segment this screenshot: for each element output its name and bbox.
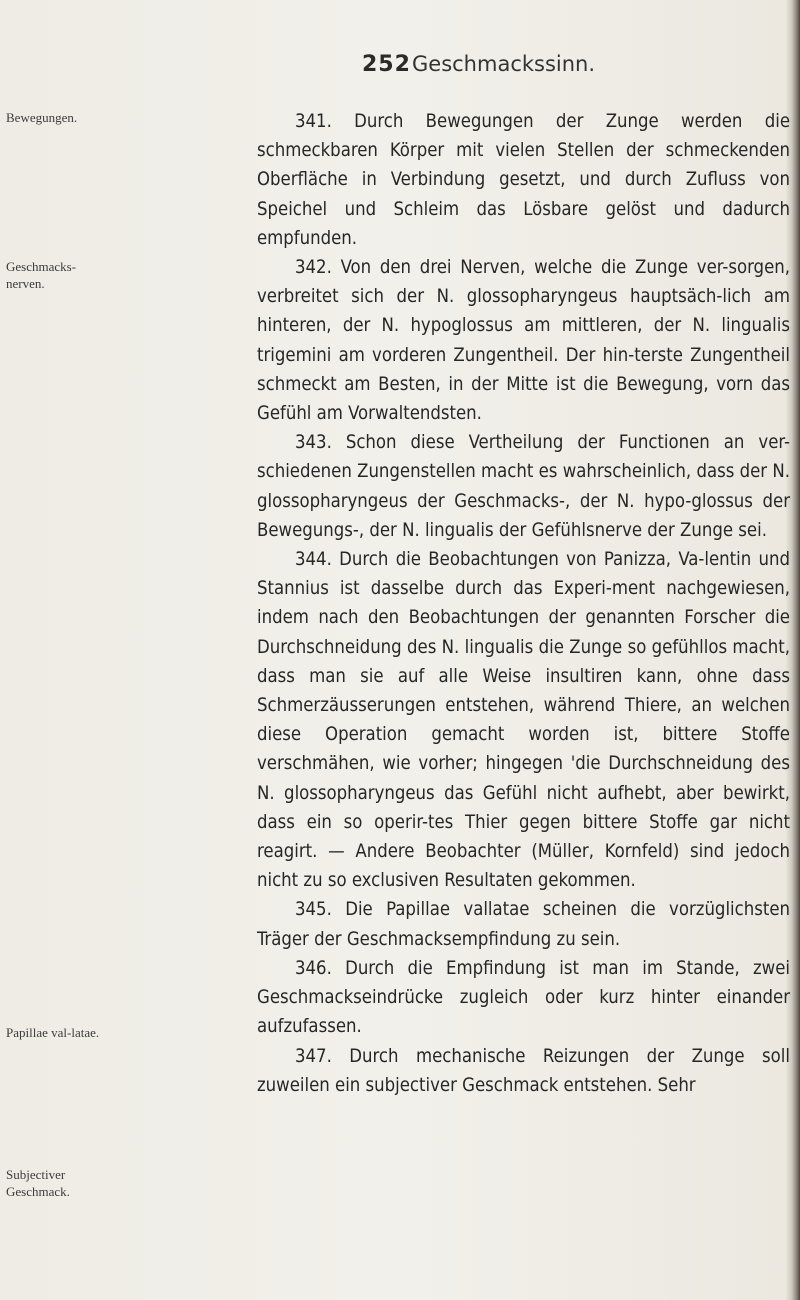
margin-note-bewegungen: Bewegungen. [6, 110, 78, 125]
paragraph-347: 347. Durch mechanische Reizungen der Zunge soll zuweilen ein subjectiver Geschmack entstehen. Sehr [257, 1045, 790, 1096]
paragraph-346: 346. Durch die Empfindung ist man im Stande, zwei Geschmackseindrücke zugleich oder kurz hinter einander aufzufassen. [257, 957, 790, 1038]
page-header [0, 52, 800, 92]
margin-note-papillae: Papillae val-latae. [6, 1025, 100, 1040]
body-text [257, 107, 790, 1100]
running-title: Geschmackssinn. [412, 52, 596, 76]
paragraph-341: 341. Durch Bewegungen der Zunge werden die schmeckbaren Körper mit vielen Stellen der schmeckenden Oberfläche in Verbindung gesetzt, und durch Zufluss von Speichel und Schleim das Lösbare gelöst und dadurch empfunden. [257, 111, 790, 249]
margin-note-geschmacksnerven: Geschmacks-nerven. [6, 259, 77, 291]
page-number: 252 [362, 52, 411, 77]
paragraph-344: 344. Durch die Beobachtungen von Panizza, Va-lentin und Stannius ist dasselbe durch das Experi-ment nachgewiesen, indem nach den Beobachtungen der genannten Forscher die Durchschneidung des N. lingualis die Zunge so gefühllos macht, dass man sie auf alle Weise insultiren kann, ohne dass Schmerzäusserungen entstehen, während Thiere, an welchen diese Operation gemacht worden ist, bittere Stoffe verschmähen, wie vorher; hingegen 'die Durchschneidung des N. glossopharyngeus das Gefühl nicht aufhebt, aber bewirkt, dass ein so operir-tes Thier gegen bittere Stoffe gar nicht reagirt. — Andere Beobachter (Müller, Kornfeld) sind jedoch nicht zu so exclusiven Resultaten gekommen. [257, 549, 790, 892]
margin-note-subjectiver-geschmack: Subjectiver Geschmack. [6, 1167, 70, 1199]
paragraph-345: 345. Die Papillae vallatae scheinen die vorzüglichsten Träger der Geschmacksempfindung zu sein. [257, 899, 790, 950]
paragraph-342: 342. Von den drei Nerven, welche die Zunge ver-sorgen, verbreitet sich der N. glossopharyngeus hauptsäch-lich am hinteren, der N. hypoglossus am mittleren, der N. lingualis trigemini am vorderen Zungentheil. Der hin-terste Zungentheil schmeckt am Besten, in der Mitte ist die Bewegung, vorn das Gefühl am Vorwaltendsten. [257, 257, 790, 425]
paragraph-343: 343. Schon diese Vertheilung der Functionen an ver-schiedenen Zungenstellen macht es wahrscheinlich, dass der N. glossopharyngeus der Geschmacks-, der N. hypo-glossus der Bewegungs-, der N. lingualis der Gefühlsnerve der Zunge sei. [257, 432, 790, 541]
